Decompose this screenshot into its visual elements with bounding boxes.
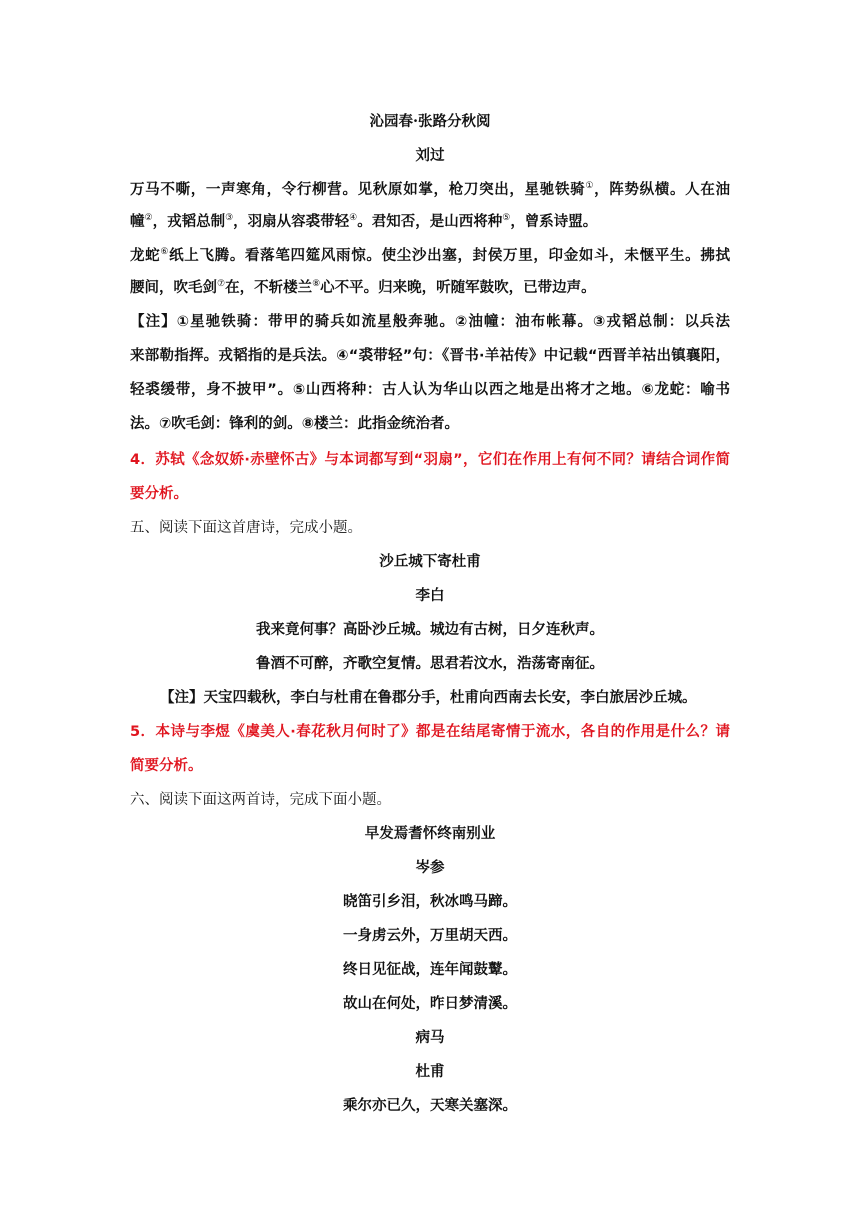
footnote-marker-8: ⑧ (312, 279, 321, 289)
section-6-poem-a-line: 终日见征战，连年闻鼓鼙。 (343, 961, 517, 978)
section-5-poem-line1: 我来竟何事？高卧沙丘城。城边有古树，日夕连秋声。 (256, 621, 604, 638)
footnote-marker-7: ⑦ (217, 279, 226, 289)
question-4-line1: 4．苏轼《念奴娇·赤壁怀古》与本词都写到“羽扇”，它们在作用上有何不同？请结合词作简 (130, 452, 730, 468)
section-5-poem-author: 李白 (415, 587, 445, 604)
footnote-marker-6: ⑥ (160, 247, 170, 257)
footnote-marker-5: ⑤ (502, 213, 511, 223)
question-4-line2: 要分析。 (130, 486, 188, 502)
poem-stanza1-line1: 万马不嘶，一声寒角，令行柳营。见秋原如掌，枪刀突出，星驰铁骑①，阵势纵横。人在油 (130, 181, 730, 198)
section-6-poem-a-title: 早发焉耆怀终南别业 (364, 825, 496, 842)
section-6-heading: 六、阅读下面这两首诗，完成下面小题。 (130, 792, 391, 808)
section-5-poem-line2: 鲁酒不可醉，齐歌空复情。思君若汶水，浩荡寄南征。 (256, 655, 604, 672)
footnote-marker-3: ③ (225, 213, 234, 223)
poem-stanza1-line2: 幢②，戎韬总制③，羽扇从容裘带轻④。君知否，是山西将种⑤，曾系诗盟。 (130, 213, 598, 230)
question-5-line1: 5．本诗与李煜《虞美人·春花秋月何时了》都是在结尾寄情于流水，各自的作用是什么？请 (130, 724, 730, 740)
section-6-poem-b-title: 病马 (415, 1029, 445, 1046)
poem-note-line3: 轻裘缓带，身不披甲”。⑤山西将种：古人认为华山以西之地是出将才之地。⑥龙蛇：喻书 (130, 382, 730, 398)
section-6-poem-b-line: 乘尔亦已久，天寒关塞深。 (343, 1097, 517, 1114)
section-6-poem-a-line: 一身虏云外，万里胡天西。 (343, 927, 517, 944)
section-5-poem-title: 沙丘城下寄杜甫 (379, 553, 481, 570)
question-5-line2: 简要分析。 (130, 758, 203, 774)
poem-stanza2-line1: 龙蛇⑥纸上飞腾。看落笔四筵风雨惊。使尘沙出塞，封侯万里，印金如斗，未惬平生。拂拭 (130, 247, 730, 264)
poem-stanza2-line2: 腰间，吹毛剑⑦在，不斩楼兰⑧心不平。归来晚，听随军鼓吹，已带边声。 (130, 279, 596, 296)
footnote-marker-4: ④ (349, 213, 358, 223)
section-5-heading: 五、阅读下面这首唐诗，完成小题。 (130, 520, 362, 536)
poem-note-line1: 【注】①星驰铁骑：带甲的骑兵如流星般奔驰。②油幢：油布帐幕。③戎韬总制：以兵法 (130, 314, 730, 330)
poem-note-line4: 法。⑦吹毛剑：锋利的剑。⑧楼兰：此指金统治者。 (130, 416, 460, 432)
section-6-poem-b-author: 杜甫 (415, 1063, 445, 1080)
section-6-poem-a-line: 故山在何处，昨日梦清溪。 (343, 995, 517, 1012)
poem-title: 沁园春·张路分秋阅 (369, 113, 491, 130)
footnote-marker-2: ② (144, 213, 153, 223)
section-6-poem-a-author: 岑参 (415, 859, 445, 876)
poem-author: 刘过 (415, 147, 445, 164)
section-5-note: 【注】天宝四载秋，李白与杜甫在鲁郡分手，杜甫向西南去长安，李白旅居沙丘城。 (160, 689, 697, 706)
poem-note-line2: 来部勒指挥。戎韬指的是兵法。④“裘带轻”句：《晋书·羊祜传》中记载“西晋羊祜出镇襄阳， (130, 348, 730, 364)
section-6-poem-a-line: 晓笛引乡泪，秋冰鸣马蹄。 (343, 893, 517, 910)
footnote-marker-1: ① (585, 181, 595, 191)
